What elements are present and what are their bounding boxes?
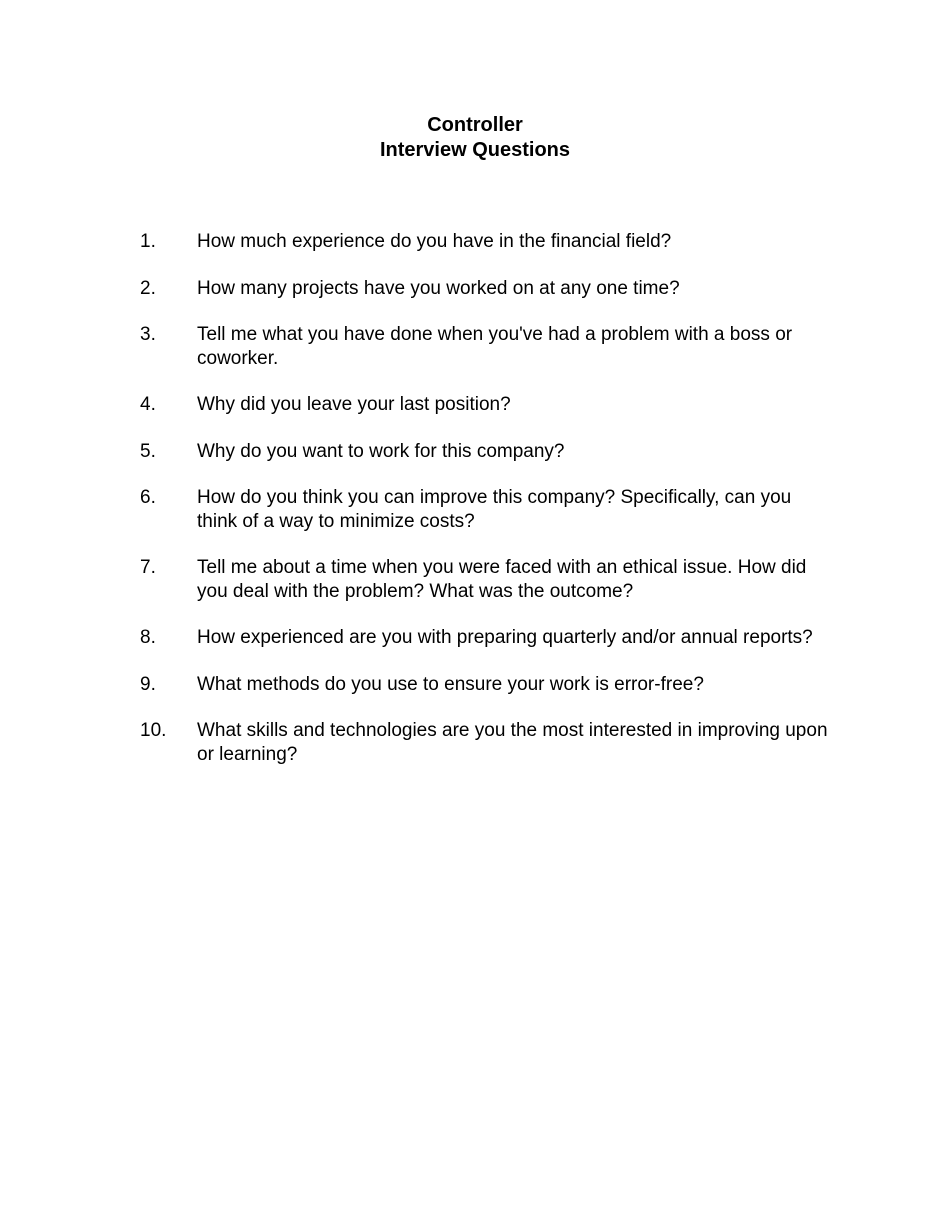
- title-line-1: Controller: [427, 114, 523, 136]
- question-number: 9.: [140, 673, 156, 695]
- question-item-1: [140, 230, 830, 254]
- question-text: Tell me what you have done when you've had a problem with a boss or coworker.: [197, 324, 793, 369]
- question-number: 3.: [140, 324, 156, 345]
- question-number: 10.: [140, 720, 167, 741]
- question-list: [140, 230, 830, 789]
- question-number: 2.: [140, 277, 156, 299]
- question-item-10: [140, 719, 830, 766]
- question-text: What skills and technologies are you the most interested in improving upon or learning?: [197, 720, 828, 765]
- question-text: Why do you want to work for this company?: [197, 440, 565, 462]
- question-item-5: [140, 440, 830, 464]
- question-number: 7.: [140, 557, 156, 578]
- question-text: Why did you leave your last position?: [197, 394, 511, 415]
- question-text: How many projects have you worked on at any one time?: [197, 277, 680, 299]
- question-text: How do you think you can improve this company? Specifically, can you think of a way to minimize costs?: [197, 487, 792, 532]
- question-item-3: [140, 323, 830, 370]
- question-item-2: [140, 277, 830, 301]
- question-item-9: [140, 673, 830, 697]
- question-text: What methods do you use to ensure your work is error-free?: [197, 673, 704, 695]
- page-title: [0, 113, 950, 163]
- question-item-8: [140, 626, 830, 650]
- question-text: Tell me about a time when you were faced with an ethical issue. How did you deal with the problem? What was the outcome?: [197, 557, 807, 602]
- question-text: How much experience do you have in the financial field?: [197, 231, 672, 252]
- question-item-7: [140, 556, 830, 603]
- title-line-2: Interview Questions: [379, 139, 571, 161]
- question-text: How experienced are you with preparing quarterly and/or annual reports?: [197, 627, 813, 648]
- question-number: 4.: [140, 394, 156, 415]
- question-item-6: [140, 486, 830, 533]
- question-number: 6.: [140, 487, 156, 508]
- question-number: 1.: [140, 231, 156, 252]
- question-number: 5.: [140, 440, 156, 462]
- question-number: 8.: [140, 627, 156, 648]
- question-item-4: [140, 393, 830, 417]
